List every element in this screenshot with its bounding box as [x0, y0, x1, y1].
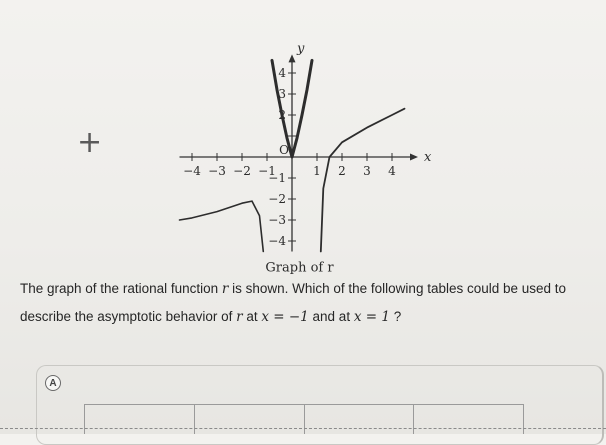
x-tick-label: 3 — [363, 164, 371, 178]
x-tick-label: −1 — [258, 164, 276, 178]
x-tick-label: 2 — [338, 164, 346, 178]
curve-branch-3 — [321, 109, 405, 252]
y-tick-label: 3 — [278, 87, 286, 101]
x-tick-label: 4 — [388, 164, 396, 178]
table-cell — [195, 405, 305, 434]
divider — [0, 428, 606, 429]
option-a-radio[interactable]: A — [45, 375, 61, 391]
x-equals-1: x = 1 — [353, 309, 390, 325]
table-cell — [414, 405, 524, 434]
chart-title: Graph of r — [265, 260, 334, 276]
y-tick-label: −3 — [268, 213, 286, 227]
y-tick-label: 4 — [278, 66, 286, 80]
curve-branch-1 — [180, 201, 264, 251]
y-tick-label: 2 — [278, 108, 286, 122]
x-axis-label: x — [424, 150, 432, 165]
y-tick-label: −4 — [268, 234, 286, 248]
plus-icon: + — [77, 125, 103, 160]
chart-labels — [183, 41, 432, 275]
x-tick-label: 1 — [313, 164, 321, 178]
table-cell — [85, 405, 195, 434]
y-tick-label: −2 — [268, 192, 286, 206]
option-a-table — [84, 404, 524, 434]
function-r-2: r — [236, 309, 243, 325]
x-tick-label: −2 — [233, 164, 251, 178]
function-r: r — [221, 281, 229, 297]
chart-axes — [180, 54, 419, 251]
x-tick-label: −4 — [183, 164, 201, 178]
origin-label: O — [279, 143, 289, 157]
x-equals-neg1: x = −1 — [261, 309, 309, 325]
x-tick-label: −3 — [208, 164, 226, 178]
table-cell — [305, 405, 415, 434]
y-tick-label: −1 — [268, 171, 286, 185]
y-axis-label: y — [297, 41, 305, 57]
question-text: The graph of the rational function r is shown. Which of the following tables could be used to describe the asymptotic behavior of r at x = −1 and at x = 1 ? — [20, 281, 567, 325]
y-axis-arrow — [289, 54, 296, 62]
x-axis-arrow — [410, 154, 418, 161]
